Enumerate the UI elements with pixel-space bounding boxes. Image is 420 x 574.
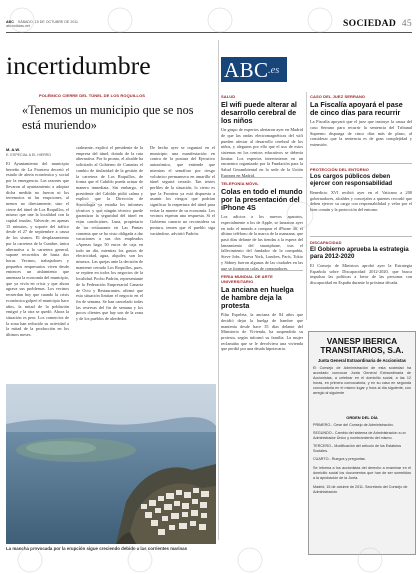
story-fiscalia-kicker: CASO DEL JUEZ SERRANO [310, 94, 366, 99]
story-anciana-kicker: FERIA MUNDIAL DE ARTE UNIVERSITARIO [221, 274, 273, 284]
photo-illustration [6, 384, 216, 544]
article-column-3-text: De hecho ayer se organizó en el municipio una manifestación en contra de la postura del Ejecutivo autonómico, que entiende que mientras el semáforo por riesgo volcánico permanezca en amarillo el túnel seguirá cerrado. Tan tristes perfiles de la situación, lo cierto es que la Frontera ya está dispuesta a asumir los riesgos que podrían significar la reapertura del túnel para evitar la muerte de su economía. Los vecinos esperan una respuesta. Si el Gobierno canario no reconsidera su postura, temen que el pueblo siga vaciándose, advirtió Padrón. [150, 145, 215, 236]
ad-agenda-item: TERCERO.- Modificación del artículo de los Estatutos Sociales. [313, 444, 402, 454]
article-column-2-text: cialmente, explicó el presidente de la empresa del túnel, dotado de la ruta alternativa. Por lo pronto, el alcalde ha solicitado al Gobierno de Canarias el cambio de titularidad de la gestión de la carretera de Los Roquillos, de forma que el Cabildo pueda actuar de manera inmediata. Sin embargo, el presidente del Cabildo pidió calma y explicó que la Dirección de Sismología ya estudia los informes técnicos y que ningún técnico puede garantizar la seguridad del túnel en estas condiciones. Luna, propietario de un restaurante en Las Puntas comenta que se ha visto obligada a dar vacaciones a sus dos empleados «Apenas hago 50 euros de caja en todo un día, mientras los gastos de electricidad, agua, alquiler, son los mismos. Las quejas ante la decisión de mantener cerrado Los Roquillos, pues, se repiten en todos los negocios de la localidad. Pocho Padrón, representante de la Federación Empresarial Canaria de Ocio y Restaurantes, afirmó que esta situación limitan el negocio en el fin de semana. Se han cancelado todas las reservas del fin de semana y los pocos clientes que hay son de la zona y de los pueblos de alrededor. [76, 145, 143, 322]
story-iphone-headline: Colas en todo el mundo por la presentación del iPhone 4S [221, 187, 303, 213]
story-fiscalia [310, 94, 412, 149]
article-column-1 [6, 161, 69, 383]
story-wifi-body: Un grupo de expertos alertaron ayer en Madrid de que las ondas electromagnéticas del wifi pueden afectar al desarrollo cerebral de los niños, y alegaron por ello que el uso de estos sistemas en los centros educativos se debería limitar. Los expertos intervinieron en un encuentro organizado por la Fundación para la Salud Geoambiental en la sede de la Unión Europea en Madrid. [221, 127, 303, 178]
story-cargos [310, 167, 412, 228]
masthead-suffix: .es [268, 65, 280, 76]
byline: M. A.W. [6, 147, 21, 152]
ad-agenda-title: ORDEN DEL DÍA [346, 415, 378, 421]
section-name [343, 18, 412, 29]
story-anciana [221, 274, 303, 360]
story-discapacidad-kicker: DISCAPACIDAD [310, 240, 342, 245]
story-cargos-body: Benedicto XVI recibió ayer en el Vaticano a 200 gobernadores, alcaldes y concejales a quienes recordó que deben ejercer su cargo con responsabilidad y velar por el bien común y la protección del entorno. [310, 189, 412, 212]
article-headline-quote: «Tenemos un municipio que se nos está muriendo» [22, 103, 194, 132]
ad-agenda-item: CUARTO.- Ruegos y preguntas. [313, 457, 366, 462]
article-kicker: POLÉMICO CIERRE DEL TÚNEL DE LOS ROQUILLOS [39, 93, 146, 98]
byline-role: E. ESPECIAL A EL HIERRO [6, 153, 52, 157]
article-column-3 [150, 145, 215, 383]
page-number: 45 [401, 18, 412, 29]
ad-intro: El Consejo de Administración de esta sociedad ha acordado convocar Junta General Extraordinaria de Accionistas, a celebrar en el domicilio social, a las 12 horas, en primera convocatoria, y en su caso en segunda convocatoria en el mismo lugar y hora al día siguiente, con arreglo al siguiente [313, 366, 411, 395]
photo-credit: EFE [205, 540, 212, 544]
story-iphone-body: Los adictos a los nuevos aparatos, especialmente a los de Apple, se lanzaron ayer en todo el mundo a comprar el iPhone 4S, el último teléfono de la marca de la manzana, que pasó días delante de las tiendas a la espera del lanzamiento del smartphone, tras el fallecimiento del fundador de la compañía, Steve Jobs. Nueva York, Londres, París, Tokio y Sídney fueron algunas de las ciudades en las que se formaron colas de compradores. [221, 214, 303, 271]
main-title: incertidumbre [6, 51, 151, 80]
header-web: abcnoticias.net [6, 24, 30, 29]
ad-title: Junta General Extraordinaria de Accionistas [317, 358, 407, 364]
ad-signature: Madrid, 15 de octubre de 2011. Secretario del Consejo de Administración. [313, 484, 408, 494]
ad-agenda [313, 423, 411, 462]
article-column-1-text: El Ayuntamiento del municipio herreño de La Frontera decretó el estado de alerta económica y social por la emergencia. Las razones que llevaron al ayuntamiento a adoptar dicha medida no fueron ni los terremotos ni las erupciones, al menos no directamente, sino el cierre del túnel de Los Roquillos, el mismo que une la localidad con la capital insular, Valverde, en apenas 15 minutos, y soporte del tráfico desde el 27 de septiembre a causa de los sismos. El desplazamiento por la carretera de la Cumbre, única alternativa a la carretera general, supone recorridos de hasta dos horas. Vecinos, trabajadores y pequeños empresarios viven desde entonces un aislamiento que amenaza la economía del municipio, que ya vivía en crisis y que ahora agrava sus problemas. Los vecinos recuerdan hoy que cuando la crisis económica golpeó el municipio hace años, la mitad de la población emigró y la otra se quedó. Ahora la situación es peor. Los comercios de la zona han reducido su actividad a la mitad de la producción en los últimos meses. [6, 161, 69, 338]
legal-notice-ad [308, 331, 416, 555]
story-discapacidad [310, 240, 412, 305]
ad-footer: Se informa a los accionistas del derecho a examinar en el domicilio social los documentos que han de ser sometidos a la aprobación de la Junta. [313, 466, 411, 480]
story-wifi-kicker: SALUD [221, 94, 236, 99]
section-label: SOCIEDAD [343, 18, 397, 29]
article-column-2 [76, 145, 143, 383]
ad-agenda-item: SEGUNDO.- Cambio del sistema de Administración a un Administrador Único y nombramiento del mismo. [313, 431, 406, 441]
header-date: SÁBADO, 15 DE OCTUBRE DE 2011 [17, 20, 79, 24]
story-discapacidad-body: El Consejo de Ministros aprobó ayer la Estrategia Española sobre Discapacidad 2012-2020, que busca impulsar las políticas a favor de las personas con discapacidad en España durante la próxima década. [310, 262, 412, 285]
story-cargos-headline: Los cargos públicos deben ejercer con responsabilidad [310, 173, 393, 187]
ad-agenda-item: PRIMERO.- Cese del Consejo de Administración. [313, 423, 394, 428]
masthead-text: ABC [224, 58, 269, 82]
story-iphone [221, 181, 303, 284]
abc-masthead [221, 57, 287, 82]
page-header-meta [6, 20, 156, 28]
story-fiscalia-body: La Fiscalía apoyará que el juez que instruye la causa del caso Serrano para recurrir la sentencia del Tribunal Supremo disponga de cinco días más de plazo, al considerar que la sentencia es de gran complejidad y extensión. [310, 119, 412, 147]
story-anciana-body: Pilar Espeleta, la anciana de 84 años que decidió dejar la huelga de hambre que mantenía desde hace 35 días delante del Ministerio de Vivienda, ha suspendido su protesta, según informó su familia. La mujer reclamaba que se le devolviera una vivienda que perdió por una deuda hipotecaria. [221, 312, 303, 352]
story-wifi-headline: El wifi puede alterar al desarrollo cerebral de los niños [221, 100, 297, 126]
story-fiscalia-headline: La Fiscalía apoyará el pase de cinco días para recurrir [310, 100, 403, 118]
story-cargos-kicker: PROTECCIÓN DEL ENTORNO [310, 167, 369, 172]
ad-company: VANESP IBERICA TRANSITARIOS, S.A. [320, 336, 404, 356]
story-iphone-kicker: TELEFONÍA MÓVIL [221, 181, 259, 186]
story-discapacidad-headline: El Gobierno aprueba la estrategia para 2012-2020 [310, 246, 409, 260]
photo-caption: La mancha provocada por la erupción sigue creciendo debido a las corrientes marinas [6, 546, 188, 551]
header-brand: ABC [6, 20, 14, 24]
story-anciana-headline: La anciana en huelga de hambre deja la protesta [221, 285, 294, 311]
story-wifi [221, 94, 303, 185]
article-photo [6, 384, 216, 544]
